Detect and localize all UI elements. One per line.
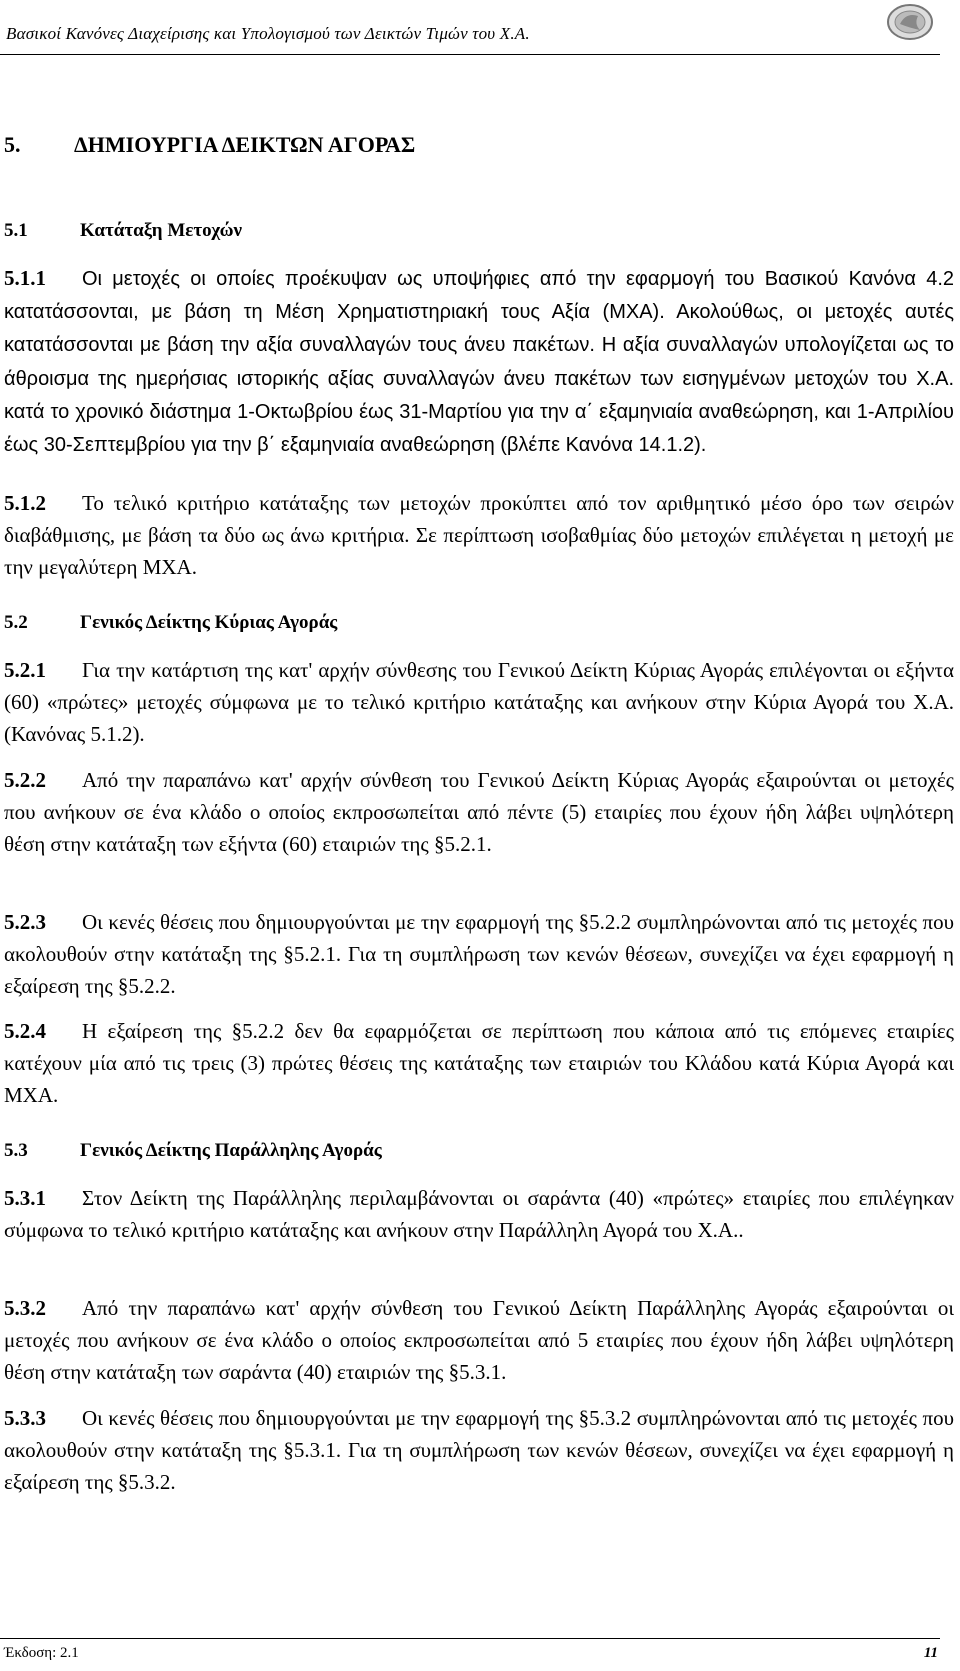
section-heading-5-1 xyxy=(4,220,242,242)
paragraph-number: 5.2.2 xyxy=(4,768,46,792)
paragraph-text: Οι μετοχές οι οποίες προέκυψαν ως υποψήφιες από την εφαρμογή του Βασικού Κανόνα 4.2 κατατάσσονται, με βάση τη Μέση Χρηματιστηριακή τους Αξία (ΜΧΑ). Ακολούθως, οι μετοχές αυτές κατατάσσονται με βάση την αξία συναλλαγών τους άνευ πακέτων. Η αξία συναλλαγών υπολογίζεται ως το άθροισμα της ημερήσιας ιστορικής αξίας συναλλαγών άνευ πακέτων των εισηγμένων μετοχών του Χ.Α. κατά το χρονικό διάστημα 1-Οκτωβρίου έως 31-Μαρτίου για την α΄ εξαμηνιαία αναθεώρηση, και 1-Απριλίου έως 30-Σεπτεμβρίου για την β΄ εξαμηνιαία αναθεώρηση (βλέπε Κανόνα 14.1.2). xyxy=(4,268,954,457)
paragraph-text: Από την παραπάνω κατ' αρχήν σύνθεση του Γενικού Δείκτη Κύριας Αγοράς εξαιρούνται οι μετοχές που ανήκουν σε ένα κλάδο ο οποίος εκπροσωπείται από πέντε (5) εταιρίες που έχουν ήδη λάβει υψηλότερη θέση στην κατάταξη των εξήντα (60) εταιριών της §5.2.1. xyxy=(4,768,954,857)
paragraph-5-2-4 xyxy=(4,1015,954,1112)
paragraph-text: Το τελικό κριτήριο κατάταξης των μετοχών προκύπτει από τον αριθμητικό μέσο όρο των σειρών διαβάθμισης, με βάση τα δύο ως άνω κριτήρια. Σε περίπτωση ισοβαθμίας δύο μετοχών επιλέγεται η μετοχή με την μεγαλύτερη ΜΧΑ. xyxy=(4,491,954,580)
paragraph-number: 5.2.4 xyxy=(4,1019,46,1043)
section-heading-5-2 xyxy=(4,612,337,634)
chapter-number: 5. xyxy=(4,132,21,157)
paragraph-5-1-1 xyxy=(4,262,954,461)
section-number: 5.3 xyxy=(4,1140,28,1161)
section-title: Γενικός Δείκτης Παράλληλης Αγοράς xyxy=(80,1140,382,1161)
section-heading-5-3 xyxy=(4,1140,382,1162)
edition-label: Έκδοση: 2.1 xyxy=(4,1645,79,1661)
section-number: 5.2 xyxy=(4,612,28,633)
exchange-logo-icon xyxy=(884,2,936,42)
paragraph-number: 5.3.1 xyxy=(4,1186,46,1210)
header-divider xyxy=(0,54,940,55)
paragraph-text: Για την κατάρτιση της κατ' αρχήν σύνθεσης του Γενικού Δείκτη Κύριας Αγοράς επιλέγονται οι εξήντα (60) «πρώτες» μετοχές σύμφωνα με το τελικό κριτήριο κατάταξης και ανήκουν στην Κύρια Αγορά του Χ.Α. (Κανόνας 5.1.2). xyxy=(4,658,954,747)
paragraph-text: Στον Δείκτη της Παράλληλης περιλαμβάνονται οι σαράντα (40) «πρώτες» εταιρίες που επιλέγηκαν σύμφωνα το τελικό κριτήριο κατάταξης και ανήκουν στην Παράλληλη Αγορά του Χ.Α.. xyxy=(4,1186,954,1243)
header-title: Βασικοί Κανόνες Διαχείρισης και Υπολογισμού των Δεικτών Τιμών του Χ.Α. xyxy=(6,24,530,43)
paragraph-5-1-2 xyxy=(4,487,954,584)
paragraph-number: 5.1.2 xyxy=(4,491,46,515)
section-number: 5.1 xyxy=(4,220,28,241)
paragraph-5-3-2 xyxy=(4,1292,954,1389)
paragraph-5-2-3 xyxy=(4,906,954,1003)
paragraph-text: Οι κενές θέσεις που δημιουργούνται με την εφαρμογή της §5.3.2 συμπληρώνονται από τις μετοχές που ακολουθούν στην κατάταξη της §5.3.1. Για τη συμπλήρωση των κενών θέσεων, συνεχίζει να έχει εφαρμογή η εξαίρεση της §5.3.2. xyxy=(4,1406,954,1495)
paragraph-number: 5.2.1 xyxy=(4,658,46,682)
paragraph-5-3-3 xyxy=(4,1402,954,1499)
chapter-title: ΔΗΜΙΟΥΡΓΙΑ ΔΕΙΚΤΩΝ ΑΓΟΡΑΣ xyxy=(74,132,416,157)
chapter-heading xyxy=(4,132,415,158)
paragraph-number: 5.3.2 xyxy=(4,1296,46,1320)
paragraph-5-2-2 xyxy=(4,764,954,861)
paragraph-number: 5.1.1 xyxy=(4,266,46,290)
page-number: 11 xyxy=(923,1645,938,1661)
section-title: Γενικός Δείκτης Κύριας Αγοράς xyxy=(80,612,338,633)
paragraph-number: 5.3.3 xyxy=(4,1406,46,1430)
paragraph-5-3-1 xyxy=(4,1182,954,1246)
paragraph-number: 5.2.3 xyxy=(4,910,46,934)
section-title: Κατάταξη Μετοχών xyxy=(80,220,243,241)
paragraph-text: Η εξαίρεση της §5.2.2 δεν θα εφαρμόζεται σε περίπτωση που κάποια από τις επόμενες εταιρίες κατέχουν μία από τις τρεις (3) πρώτες θέσεις της κατάταξης των εταιριών του Κλάδου κατά Κύρια Αγορά και ΜΧΑ. xyxy=(4,1019,954,1108)
paragraph-text: Οι κενές θέσεις που δημιουργούνται με την εφαρμογή της §5.2.2 συμπληρώνονται από τις μετοχές που ακολουθούν στην κατάταξη της §5.2.1. Για τη συμπλήρωση των κενών θέσεων, συνεχίζει να έχει εφαρμογή η εξαίρεση της §5.2.2. xyxy=(4,910,954,999)
paragraph-5-2-1 xyxy=(4,654,954,751)
paragraph-text: Από την παραπάνω κατ' αρχήν σύνθεση του Γενικού Δείκτη Παράλληλης Αγοράς εξαιρούνται οι μετοχές που ανήκουν σε ένα κλάδο ο οποίος εκπροσωπείται από 5 εταιρίες που έχουν ήδη λάβει υψηλότερη θέση στην κατάταξη των σαράντα (40) εταιριών της §5.3.1. xyxy=(4,1296,954,1385)
footer-divider xyxy=(0,1638,940,1639)
